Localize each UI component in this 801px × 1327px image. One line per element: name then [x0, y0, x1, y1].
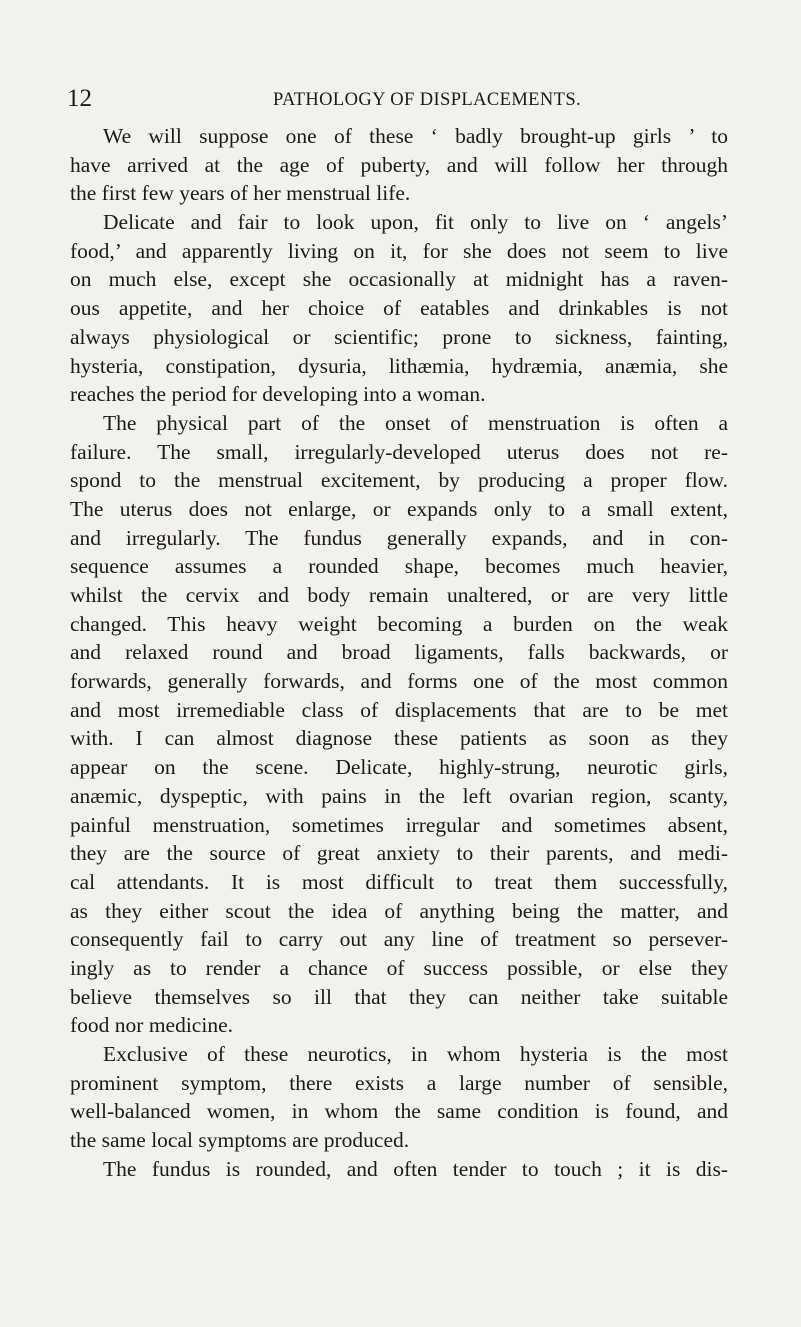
running-header: [67, 84, 727, 114]
text-line: well-balanced women, in whom the same condition is found, and: [70, 1099, 728, 1124]
text-line: food nor medicine.: [70, 1013, 233, 1038]
text-line: and relaxed round and broad ligaments, falls backwards, or: [70, 640, 728, 665]
text-line: whilst the cervix and body remain unaltered, or are very little: [70, 583, 728, 607]
text-line: ous appetite, and her choice of eatables and drinkables is not: [70, 296, 728, 321]
text-line: appear on the scene. Delicate, highly-strung, neurotic girls,: [70, 755, 728, 780]
text-line: painful menstruation, sometimes irregular and sometimes absent,: [70, 812, 728, 837]
text-line: with. I can almost diagnose these patients as soon as they: [70, 726, 728, 751]
text-line: always physiological or scientific; prone to sickness, fainting,: [70, 324, 728, 349]
text-line: sequence assumes a rounded shape, becomes much heavier,: [70, 554, 728, 579]
text-line: failure. The small, irregularly-developed uterus does not re-: [70, 439, 728, 464]
text-line: We will suppose one of these ‘ badly brought-up girls ’ to: [103, 124, 728, 148]
text-line: believe themselves so ill that they can neither take suitable: [70, 984, 728, 1009]
text-line: as they either scout the idea of anything being the matter, and: [70, 898, 728, 923]
text-line: The uterus does not enlarge, or expands only to a small extent,: [70, 496, 728, 521]
page-number: 12: [67, 85, 92, 112]
text-line: ingly as to render a chance of success possible, or else they: [70, 955, 728, 980]
text-line: anæmic, dyspeptic, with pains in the left ovarian region, scanty,: [70, 783, 728, 808]
text-line: consequently fail to carry out any line of treatment so persever-: [70, 927, 728, 952]
text-line: hysteria, constipation, dysuria, lithæmia, hydræmia, anæmia, she: [70, 353, 728, 378]
text-line: Delicate and fair to look upon, fit only to live on ‘ angels’: [103, 210, 728, 235]
running-title: PATHOLOGY OF DISPLACEMENTS.: [273, 90, 582, 110]
text-line: have arrived at the age of puberty, and will follow her through: [70, 152, 728, 177]
text-line: on much else, except she occasionally at midnight has a raven-: [70, 267, 728, 292]
text-line: prominent symptom, there exists a large number of sensible,: [70, 1070, 728, 1095]
text-line: Exclusive of these neurotics, in whom hysteria is the most: [103, 1042, 728, 1066]
text-line: cal attendants. It is most difficult to treat them successfully,: [70, 869, 728, 894]
text-line: food,’ and apparently living on it, for she does not seem to live: [70, 238, 728, 263]
text-line: spond to the menstrual excitement, by producing a proper flow.: [70, 468, 728, 493]
text-line: the first few years of her menstrual life.: [70, 181, 411, 206]
text-line: and irregularly. The fundus generally expands, and in con-: [70, 525, 728, 550]
text-line: and most irremediable class of displacements that are to be met: [70, 697, 728, 722]
text-line: they are the source of great anxiety to their parents, and medi-: [70, 841, 728, 866]
text-line: The physical part of the onset of menstruation is often a: [103, 410, 728, 435]
body-text: [70, 122, 728, 1183]
text-line: the same local symptoms are produced.: [70, 1128, 410, 1153]
text-line: reaches the period for developing into a woman.: [70, 382, 486, 407]
text-line: The fundus is rounded, and often tender to touch ; it is dis-: [103, 1156, 728, 1181]
text-line: changed. This heavy weight becoming a burden on the weak: [70, 611, 728, 636]
text-line: forwards, generally forwards, and forms one of the most common: [70, 669, 728, 694]
